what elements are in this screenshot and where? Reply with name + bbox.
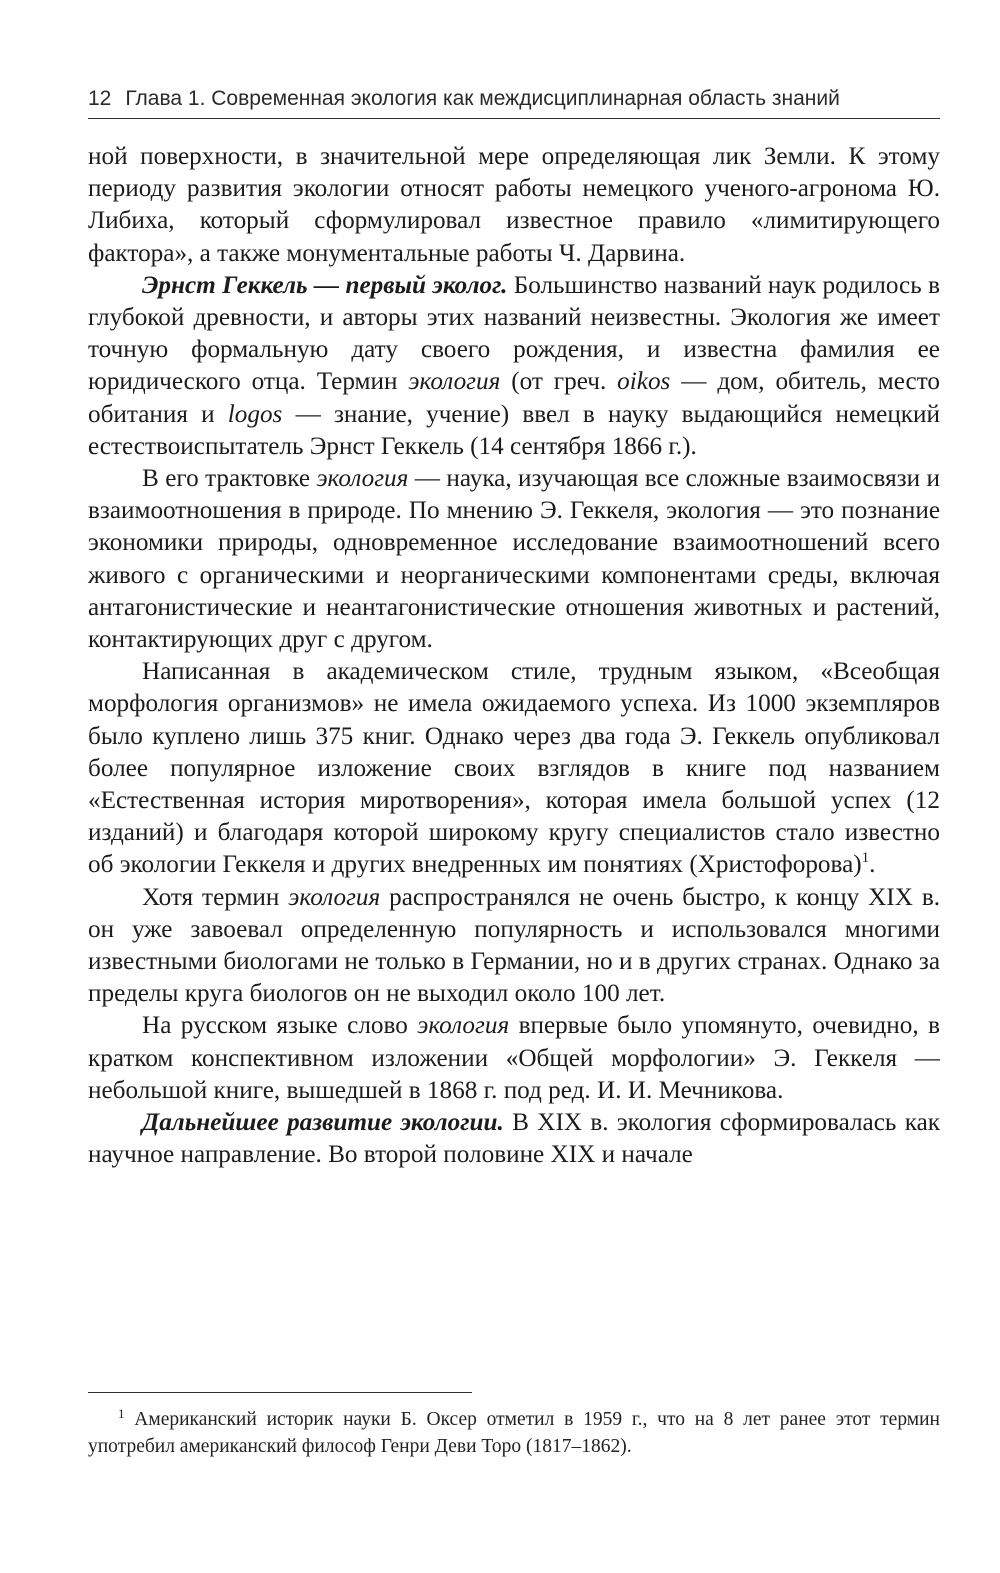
paragraph-3-text-1: В его трактовке [142, 465, 317, 493]
footnote-mark: 1 [118, 1406, 125, 1421]
paragraph-7 [88, 1107, 940, 1171]
paragraph-3-text-2: — наука, изучающая все сложные взаимосвязи и взаимоотношения в природе. По мнению Э. Геккеля, экология — это познание экономики природы, одновременное исследование взаимоотношений всего живого с органическими и неорганическими компонентами среды, включая антагонистические и неантагонистические отношения животных и растений, контактирующих друг с другом. [88, 465, 940, 654]
paragraph-5 [88, 882, 940, 1011]
paragraph-4-text-2: . [869, 851, 876, 879]
paragraph-7-text-1: В XIX в. экология сформировалась как научное направление. Во второй половине XIX и начале [88, 1109, 940, 1169]
section-heading-haeckel: Эрнст Геккель — первый эколог. [142, 271, 508, 299]
page-number: 12 [88, 87, 112, 110]
paragraph-2-text-4: — знание, учение) ввел в науку выдающийся немецкий естествоиспытатель Эрнст Геккель (14 сентября 1866 г.). [88, 400, 940, 460]
paragraph-1 [88, 141, 940, 270]
term-ecology: экология [288, 883, 381, 911]
paragraph-3 [88, 463, 940, 656]
paragraph-4-text-1: Написанная в академическом стиле, трудным языком, «Всеобщая морфология организмов» не имела ожидаемого успеха. Из 1000 экземпляров было куплено лишь 375 книг. Однако через два года Э. Геккель опубликовал более популярное изложение своих взглядов в книге под названием «Естественная история миротворения», которая имела большой успех (12 изданий) и благодаря которой широкому кругу специалистов стало известно об экологии Геккеля и других внедренных им понятиях (Христофорова) [88, 658, 940, 879]
paragraph-6-text-2: впервые было упомянуто, очевидно, в кратком конспективном изложении «Общей морфологии» Э. Геккеля — небольшой книге, вышедшей в 1868 г. под ред. И. И. Мечникова. [88, 1012, 940, 1104]
paragraph-1-text: ной поверхности, в значительной мере определяющая лик Земли. К этому периоду развития экологии относят работы немецкого ученого-агронома Ю. Либиха, который сформулировал известное правило «лимитирующего фактора», а также монументальные работы Ч. Дарвина. [88, 143, 940, 267]
term-ecology: экология [417, 1012, 510, 1040]
footnote-divider [88, 1392, 472, 1393]
term-ecology: экология [316, 465, 409, 493]
body-text [88, 141, 940, 1172]
paragraph-6-text-1: На русском языке слово [142, 1012, 418, 1040]
paragraph-4 [88, 656, 940, 881]
chapter-title: Глава 1. Современная экология как междисциплинарная область знаний [125, 87, 840, 110]
footnote-paragraph [88, 1406, 940, 1460]
paragraph-2-text-1: Большинство названий наук родилось в глубокой древности, и авторы этих названий неизвестны. Экология же имеет точную формальную дату своего рождения, и известна фамилия ее юридического отца. Термин [88, 271, 940, 396]
paragraph-2-text-2: (от греч. [500, 368, 618, 396]
section-heading-further-development: Дальнейшее развитие экологии. [142, 1109, 504, 1137]
page-content [88, 84, 940, 1172]
term-ecology: экология [408, 368, 501, 396]
footnote-reference: 1 [861, 850, 870, 867]
term-oikos: oikos [617, 368, 671, 396]
running-header [88, 84, 940, 119]
paragraph-5-text-1: Хотя термин [142, 883, 289, 911]
paragraph-2-text-3: — дом, обитель, место обитания и [88, 368, 940, 428]
footnote-text: Американский историк науки Б. Оксер отметил в 1959 г., что на 8 лет ранее этот термин употребил американский философ Генри Деви Торо (1817–1862). [88, 1409, 940, 1457]
paragraph-5-text-2: распространялся не очень быстро, к концу XIX в. он уже завоевал определенную популярность и использовался многими известными биологами не только в Германии, но и в других странах. Однако за пределы круга биологов он не выходил около 100 лет. [88, 883, 941, 1008]
paragraph-2 [88, 270, 940, 463]
term-logos: logos [227, 400, 283, 428]
paragraph-6 [88, 1010, 940, 1107]
footnote [88, 1406, 940, 1460]
